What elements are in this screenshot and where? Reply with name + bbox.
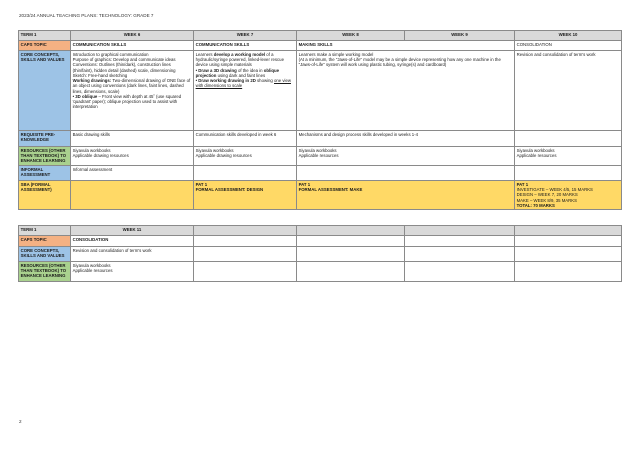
w11-core-concepts-value: Revision and consolidation of term's work (71, 247, 194, 262)
w89-jaws-text: (At a minimum, the "Jaws-of-Life" model may be a simple device representing how any one machine in the "Jaws-of-Life" system will work using plastic tubing, syringe(s) and cardboard) (298, 57, 501, 68)
requisite-week-7: Communication skills developed in week 6 (194, 131, 297, 147)
requisite-week-6: Basic drawing skills (71, 131, 194, 147)
header-week-9: WEEK 9 (405, 31, 515, 41)
w89-model-text: Learners make a simple working model (298, 52, 374, 57)
resources-week-7 (194, 147, 297, 166)
w6-resource-2: Applicable drawing resources (72, 153, 129, 159)
w89-sba-pat: PAT 1 (298, 182, 311, 187)
w10-sba-pat: PAT 1 (516, 182, 529, 187)
w6-oblique (73, 94, 192, 110)
w7-3d-text (196, 68, 295, 78)
requisite-week-8-9: Mechanisms and design process skills developed in weeks 1-4 (297, 131, 515, 147)
informal-assessment-week-7 (194, 166, 297, 181)
header-week-10: WEEK 10 (515, 31, 622, 41)
w10-sba-make: MAKE – WEEK 8/9, 35 MARKS (516, 197, 578, 203)
resources-week-8-9 (297, 147, 515, 166)
w11-resources-empty-4 (515, 262, 622, 282)
w11-caps-empty-4 (515, 236, 622, 247)
w11-header-empty-3 (405, 226, 515, 236)
w6-purpose-text: Purpose of graphics: Develop and communicate ideas (72, 57, 176, 63)
w11-caps-topic-label: CAPS TOPIC (19, 236, 71, 247)
w11-core-empty-4 (515, 247, 622, 262)
caps-topic-week-8-9: MAKING SKILLS (297, 41, 515, 51)
core-concepts-week-7 (194, 51, 297, 131)
w11-header-term: TERM 1 (19, 226, 71, 236)
w6-resource-1: Siyavula workbooks (72, 148, 111, 153)
sba-label: SBA (FORMAL ASSESSMENT) (19, 181, 71, 210)
w89-resource-1: Siyavula workbooks (298, 148, 337, 153)
w7-model-lead: Learners (195, 52, 214, 57)
informal-assessment-week-10 (515, 166, 622, 181)
w6-intro-text: Introduction to graphical communication (72, 52, 149, 57)
w7-sba-title: FORMAL ASSESSMENT: DESIGN (195, 187, 264, 193)
w6-oblique-bold: • 3D oblique (72, 93, 98, 99)
w11-header-empty-2 (297, 226, 405, 236)
sba-week-8-9 (297, 181, 515, 210)
requisite-label: REQUISITE PRE-KNOWLEDGE (19, 131, 71, 147)
core-concepts-row (19, 51, 622, 131)
caps-topic-week-7: COMMUNICATION SKILLS (194, 41, 297, 51)
w10-sba-investigate: INVESTIGATE – WEEK 4/5, 15 MARKS (516, 187, 593, 193)
w11-resource-2: Applicable resources (72, 268, 113, 274)
w11-caps-empty-2 (297, 236, 405, 247)
w11-resources-empty-3 (405, 262, 515, 282)
w7-3d-mid: of the idea in (236, 67, 264, 73)
w11-core-concepts-row (19, 247, 622, 262)
w11-header-week-11: WEEK 11 (71, 226, 194, 236)
w11-header-empty-4 (515, 226, 622, 236)
requisite-row (19, 131, 622, 147)
w11-core-concepts-label: CORE CONCEPTS, SKILLS AND VALUES (19, 247, 71, 262)
w7-model-bold: develop a working model (213, 52, 266, 57)
w11-resources-empty-2 (297, 262, 405, 282)
document-title: 2023/24 ANNUAL TEACHING PLANS: TECHNOLOGY: GRADE 7 (19, 13, 154, 18)
w7-resource-1: Siyavula workbooks (195, 148, 234, 153)
informal-assessment-label: INFORMAL ASSESSMENT (19, 166, 71, 181)
w7-2d-bold: • Draw working drawing in 2D (195, 78, 256, 84)
requisite-week-10 (515, 131, 622, 147)
page-number: 2 (19, 419, 22, 424)
w10-sba-total: TOTAL: 70 MARKS (516, 202, 555, 208)
w11-resources-label: RESOURCES (OTHER THAN TEXTBOOK) TO ENHANCE LEARNING (19, 262, 71, 282)
caps-topic-week-6: COMMUNICATION SKILLS (71, 41, 194, 51)
header-week-7: WEEK 7 (194, 31, 297, 41)
w11-core-empty-3 (405, 247, 515, 262)
w11-caps-topic-value: CONSOLIDATION (71, 236, 194, 247)
w7-3d-bold2: oblique projection (195, 67, 280, 78)
w10-sba-design: DESIGN – WEEK 7, 20 MARKS (516, 192, 578, 198)
sba-week-7 (194, 181, 297, 210)
w11-header-row (19, 226, 622, 236)
resources-week-6 (71, 147, 194, 166)
w7-model-text (196, 52, 295, 68)
header-row (19, 31, 622, 41)
caps-topic-week-10: CONSOLIDATION (515, 41, 622, 51)
w6-working-drawings-bold: Working drawings: (72, 78, 112, 84)
term1-weeks6-10-table (18, 30, 622, 210)
informal-assessment-week-8-9 (297, 166, 515, 181)
caps-topic-row (19, 41, 622, 51)
w11-resources-row (19, 262, 622, 282)
w6-conventions-text: Conventions: Outlines (thin/dark), construction lines (thin/faint), hidden detail (dashed) scale, dimensioning (72, 62, 176, 73)
resources-week-10 (515, 147, 622, 166)
w11-core-empty-2 (297, 247, 405, 262)
w89-sba-title: FORMAL ASSESSMENT: MAKE (298, 187, 363, 193)
header-term: TERM 1 (19, 31, 71, 41)
w11-core-empty-1 (194, 247, 297, 262)
w7-2d-underline: one view with dimensions to scale (195, 78, 291, 89)
w7-model-rest: of a hydraulic/syringe powered, linked-lever rescue device using simple materials (195, 52, 284, 68)
w6-oblique-rest: – Front view with depth at 45˚ (use squared 'quadrant' paper); oblique projection used to assist with interpretation (72, 93, 182, 110)
core-concepts-label: CORE CONCEPTS, SKILLS AND VALUES (19, 51, 71, 131)
w7-2d-mid: showing (255, 78, 274, 84)
w11-caps-topic-row (19, 236, 622, 247)
w11-header-empty-1 (194, 226, 297, 236)
informal-assessment-week-6: Informal assessment (71, 166, 194, 181)
resources-label: RESOURCES (OTHER THAN TEXTBOOK) TO ENHANCE LEARNING (19, 147, 71, 166)
w11-caps-empty-1 (194, 236, 297, 247)
header-week-6: WEEK 6 (71, 31, 194, 41)
w6-working-drawings-rest: Two-dimensional drawing of ONE face of an object using conventions (dark lines, faint lines, dashed lines, dimensions, scale) (72, 78, 191, 94)
w11-resources-empty-1 (194, 262, 297, 282)
sba-week-10 (515, 181, 622, 210)
w6-sketch-text: Sketch: Free-hand sketching (72, 72, 128, 78)
w10-resource-1: Siyavula workbooks (516, 148, 555, 153)
core-concepts-week-8-9 (297, 51, 515, 131)
w11-resource-1: Siyavula workbooks (72, 263, 111, 268)
term1-week11-table (18, 225, 622, 282)
informal-assessment-row (19, 166, 622, 181)
w7-3d-rest: using dark and faint lines (216, 72, 266, 78)
caps-topic-label: CAPS TOPIC (19, 41, 71, 51)
w7-2d-text (196, 78, 295, 88)
core-concepts-week-10: Revision and consolidation of term's work (515, 51, 622, 131)
w7-sba-pat: PAT 1 (195, 182, 208, 187)
w7-3d-bold: • Draw a 3D drawing (195, 67, 237, 73)
w11-caps-empty-3 (405, 236, 515, 247)
core-concepts-week-6 (71, 51, 194, 131)
w89-resource-2: Applicable resources (298, 153, 339, 159)
sba-row (19, 181, 622, 210)
resources-row (19, 147, 622, 166)
sba-week-6 (71, 181, 194, 210)
w6-working-drawings (73, 78, 192, 94)
w10-resource-2: Applicable resources (516, 153, 557, 159)
w11-resources-value (71, 262, 194, 282)
w7-resource-2: Applicable drawing resources (195, 153, 252, 159)
header-week-8: WEEK 8 (297, 31, 405, 41)
